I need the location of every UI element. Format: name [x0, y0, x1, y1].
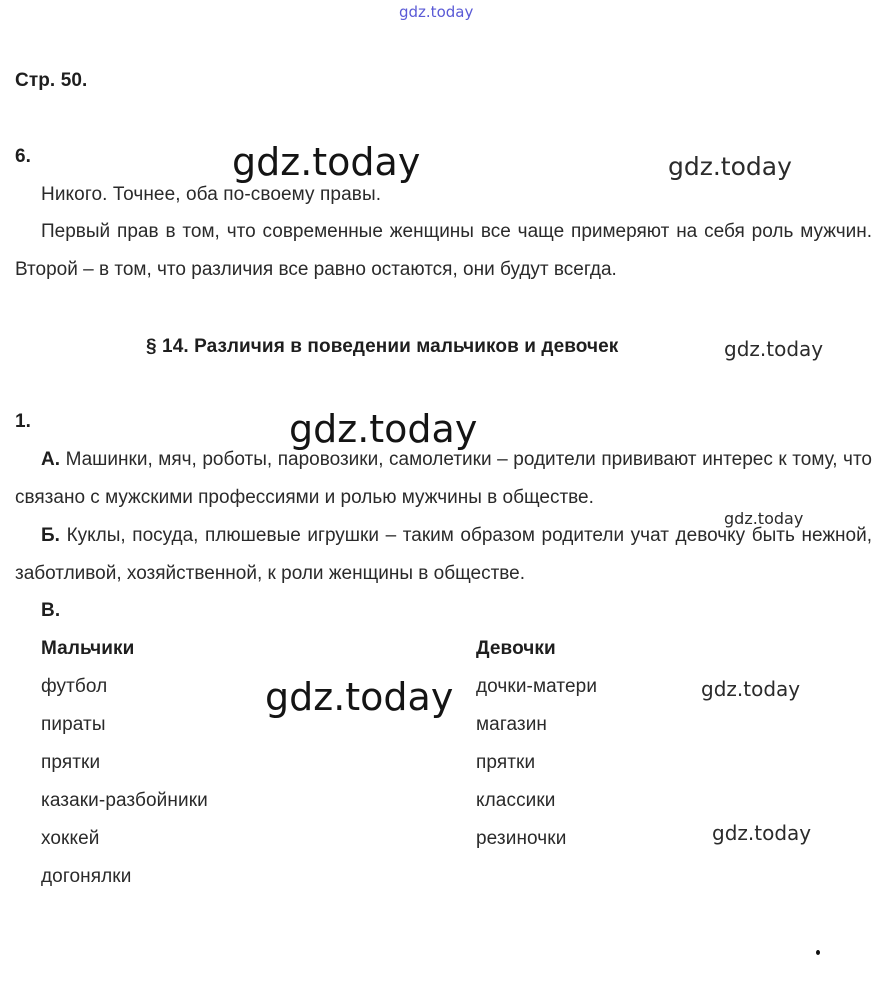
boys-column-header: Мальчики — [41, 638, 135, 659]
task1-item-b — [15, 517, 872, 593]
list-item: хоккей — [41, 828, 100, 849]
task6-paragraph: Первый прав в том, что современные женщины все чаще примеряют на себя роль мужчин. Второй – в том, что различия все равно остаются, они будут всегда. — [15, 221, 872, 280]
task6-number: 6. — [15, 146, 32, 167]
list-item: прятки — [476, 752, 536, 773]
list-item: пираты — [41, 714, 106, 735]
item-a-text: Машинки, мяч, роботы, паровозики, самолетики – родители прививают интерес к тому, что связано с мужскими профессиями и ролью мужчины в обществе. — [15, 449, 873, 508]
list-item: прятки — [41, 752, 101, 773]
page-number-label: Стр. 50. — [15, 70, 88, 91]
watermark-large: gdz.today — [289, 407, 478, 451]
item-b-text: Куклы, посуда, плюшевые игрушки – таким образом родители учат девочку быть нежной, заботливой, хозяйственной, к роли женщины в обществе. — [15, 525, 873, 584]
list-item: дочки-матери — [476, 676, 598, 697]
item-a-label: А. — [41, 449, 60, 470]
list-item: казаки-разбойники — [41, 790, 208, 811]
watermark-large: gdz.today — [232, 140, 421, 184]
list-item: футбол — [41, 676, 108, 697]
list-item: магазин — [476, 714, 548, 735]
item-v-label: В. — [41, 600, 61, 621]
list-item: резиночки — [476, 828, 567, 849]
watermark-small: gdz.today — [712, 821, 812, 845]
list-item: классики — [476, 790, 556, 811]
girls-column-header: Девочки — [476, 638, 556, 659]
list-item: догонялки — [41, 866, 132, 887]
watermark-small: gdz.today — [701, 677, 801, 701]
task1-number: 1. — [15, 411, 32, 432]
task6-answer-line: Никого. Точнее, оба по-своему правы. — [41, 184, 382, 205]
stray-dot — [816, 950, 820, 955]
top-watermark: gdz.today — [399, 3, 474, 21]
watermark-large: gdz.today — [265, 675, 454, 719]
section-title: § 14. Различия в поведении мальчиков и девочек — [146, 336, 619, 357]
task1-item-a — [15, 441, 872, 517]
item-b-label: Б. — [41, 525, 60, 546]
watermark-small: gdz.today — [724, 337, 824, 361]
watermark-small: gdz.today — [668, 152, 792, 181]
watermark-small: gdz.today — [724, 509, 804, 528]
